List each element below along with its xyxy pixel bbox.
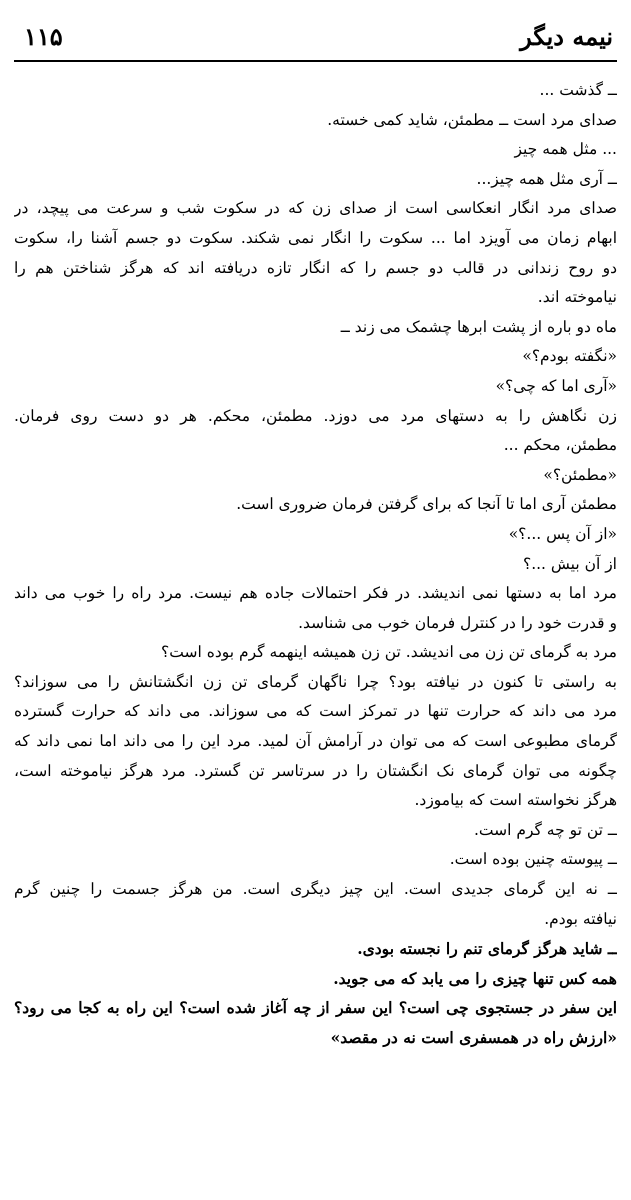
text-line: ــ آری مثل همه چیز...: [476, 169, 617, 188]
text-line: مطمئن، محکم ...: [503, 436, 617, 455]
text-line: ــ تن تو چه گرم است.: [473, 820, 617, 839]
text-line: «ارزش راه در همسفری است نه در مقصد»: [330, 1028, 617, 1047]
page-header: [14, 20, 617, 62]
text-line: زن نگاهش را به دستهای مرد می دوزد. مطمئن، محکم. هر دو دست روی فرمان.: [14, 406, 617, 425]
text-line: «از آن پس ...؟»: [508, 524, 617, 543]
text-line: ابهام زمان می آویزد اما ... سکوت را انگار نمی شکند. سکوت دو جسم آشنا را، سکوت: [14, 228, 617, 247]
text-line: مرد می داند که حرارت تنها در تمرکز است که می سوزاند. می داند که حرارت گسترده: [14, 702, 617, 721]
text-line: نیافته بودم.: [544, 909, 617, 928]
text-line: ــ شاید هرگز گرمای تنم را نجسته بودی.: [357, 939, 617, 959]
text-line: «نگفته بودم؟»: [522, 347, 617, 366]
text-line: از آن بیش ...؟: [522, 554, 617, 573]
text-line: نیاموخته اند.: [537, 288, 617, 307]
text-line: همه کس تنها چیزی را می یابد که می جوید.: [333, 968, 617, 988]
text-line: ماه دو باره از پشت ابرها چشمک می زند ــ: [340, 317, 617, 336]
text-line: ... مثل همه چیز: [514, 140, 617, 159]
text-line: صدای مرد است ــ مطمئن، شاید کمی خسته.: [327, 110, 617, 129]
text-line: مطمئن آری اما تا آنجا که برای گرفتن فرمان ضروری است.: [236, 495, 617, 514]
text-line: چگونه می توان گرمای نک انگشتان را در سرتاسر تن گسترد. مرد هرگز نیاموخته است،: [14, 761, 617, 780]
text-line: دو روح زندانی در قالب دو جسم را که انگار تازه دریافته اند که هرگز شناختن هم را: [14, 258, 617, 277]
page-number: ۱۱۵: [24, 22, 63, 51]
text-line: ــ نه این گرمای جدیدی است. این چیز دیگری است. من هرگز جسمت را چنین گرم: [14, 880, 617, 899]
text-line: مرد به گرمای تن زن می اندیشد. تن زن همیشه اینهمه گرم بوده است؟: [161, 643, 617, 662]
text-line: «مطمئن؟»: [543, 465, 617, 484]
text-line: مرد اما به دستها نمی اندیشد. در فکر احتمالات جاده هم نیست. مرد راه را خوب می داند: [14, 584, 617, 603]
text-line: و قدرت خود را در کنترل فرمان خوب می شناسد.: [298, 613, 617, 632]
text-line: هرگز نخواسته است که بیاموزد.: [414, 791, 617, 810]
text-line: صدای مرد انگار انعکاسی است از صدای زن که در سکوت شب و سرعت می پیچد، در: [14, 199, 617, 218]
text-line: گرمای مطبوعی است که می توان در آرامش آن لمید. مرد این را می داند اما نمی داند که: [14, 732, 617, 751]
body-text: [14, 76, 617, 1053]
text-line: «آری اما که چی؟»: [495, 376, 617, 395]
text-line: این سفر در جستجوی چی است؟ این سفر از چه آغاز شده است؟ این راه به کجا می رود؟: [14, 998, 617, 1018]
text-line: ــ پیوسته چنین بوده است.: [449, 850, 617, 869]
text-line: به راستی تا کنون در نیافته بود؟ چرا ناگهان گرمای تن زن انگشتانش را می سوزاند؟: [14, 672, 617, 691]
running-title: نیمه دیگر: [520, 22, 613, 51]
text-line: ــ گذشت ...: [539, 81, 617, 99]
